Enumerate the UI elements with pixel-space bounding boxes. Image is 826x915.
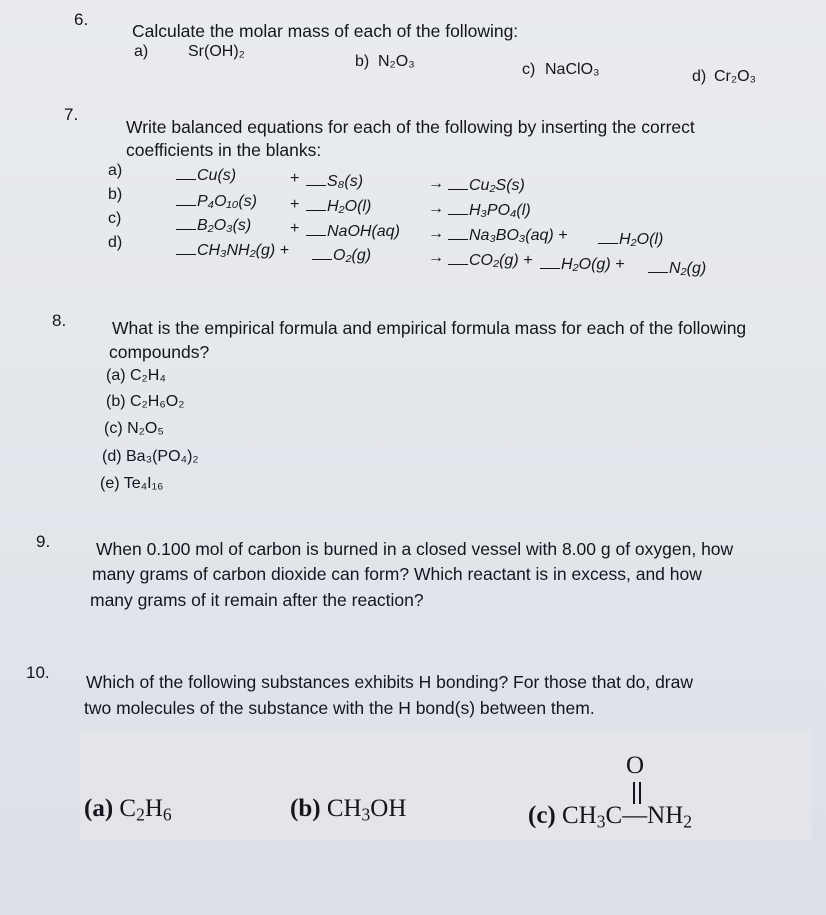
q7-a-arrow: → (428, 175, 444, 192)
q10-b-formula: $CH_3OH$ (326, 795, 407, 825)
q7-d-arrow: → (428, 249, 444, 266)
q7-b-reactant2: H₂O(l) (306, 197, 371, 216)
q6-b-label: b) (355, 53, 370, 70)
q7-a-product1: Cu₂S(s) (448, 176, 525, 195)
blank[interactable] (648, 259, 668, 273)
question-9-line2: many grams of carbon dioxide can form? Which reactant is in excess, and how (92, 564, 702, 584)
q7-c-product1: Na₃BO₃(aq) + (448, 226, 568, 245)
question-10-line1: Which of the following substances exhibits H bonding? For those that do, draw (86, 672, 694, 692)
question-8-text-line1: What is the empirical formula and empirical formula mass for each of the following (112, 318, 747, 338)
blank[interactable] (306, 197, 326, 211)
blank[interactable] (448, 226, 468, 240)
q7-b-product1: H₃PO₄(l) (448, 201, 531, 220)
q7-a-label: a) (108, 162, 123, 179)
q6-d-formula: Cr₂O₃ (714, 68, 757, 85)
q7-d-product2: H₂O(g) + (540, 255, 624, 274)
question-7-number: 7. (64, 105, 79, 124)
question-10-line2: two molecules of the substance with the H bond(s) between them. (84, 698, 595, 718)
blank[interactable] (306, 222, 326, 236)
q7-d-reactant2: O₂(g) (312, 246, 371, 265)
q10-option-c (528, 802, 692, 832)
q7-d-label: d) (108, 234, 123, 251)
question-7-text-line1: Write balanced equations for each of the following by inserting the correct (126, 117, 695, 137)
q7-c-label: c) (108, 210, 122, 227)
q6-d-label: d) (692, 68, 707, 85)
q7-a-reactant1: Cu(s) (176, 166, 236, 185)
q8-item-d: (d) Ba₃(PO₄)₂ (102, 448, 199, 465)
question-9-line1: When 0.100 mol of carbon is burned in a closed vessel with 8.00 g of oxygen, how (96, 539, 734, 559)
q10-c-double-bond (630, 780, 644, 806)
q6-a-label: a) (134, 43, 149, 60)
q6-c-formula: NaClO₃ (545, 61, 600, 78)
q8-item-e: (e) Te₄I₁₆ (100, 475, 164, 492)
q7-c-product2: H₂O(l) (598, 230, 663, 249)
q10-c-carbonyl-oxygen: O (626, 752, 645, 779)
q7-a-plus: + (290, 170, 300, 187)
question-10-number: 10. (26, 663, 50, 682)
question-9-line3: many grams of it remain after the reaction? (90, 590, 424, 610)
q7-c-plus: + (290, 220, 300, 237)
blank[interactable] (448, 201, 468, 215)
q6-c-label: c) (522, 61, 536, 78)
structures-panel (80, 730, 812, 840)
q10-c-formula: $CH_3C—NH_2$ (562, 802, 693, 832)
question-6-number: 6. (74, 10, 89, 29)
blank[interactable] (176, 216, 196, 230)
blank[interactable] (312, 246, 332, 260)
q7-d-product3: N₂(g) (648, 259, 706, 278)
blank[interactable] (176, 166, 196, 180)
blank[interactable] (448, 251, 468, 265)
q6-a-formula: Sr(OH)₂ (188, 43, 245, 60)
q7-b-reactant1: P₄O₁₀(s) (176, 192, 257, 211)
question-6-text: Calculate the molar mass of each of the following: (132, 21, 519, 41)
blank[interactable] (306, 172, 326, 186)
q7-c-arrow: → (428, 225, 444, 242)
q7-c-reactant2: NaOH(aq) (306, 222, 400, 241)
q8-item-a: (a) C₂H₄ (106, 367, 166, 384)
question-7-text-line2: coefficients in the blanks: (126, 140, 322, 160)
q10-option-a (84, 795, 172, 825)
q10-b-label: (b) (290, 795, 321, 822)
q10-option-b (290, 795, 406, 825)
q7-c-reactant1: B₂O₃(s) (176, 216, 251, 235)
q8-item-c: (c) N₂O₅ (104, 420, 164, 437)
blank[interactable] (176, 241, 196, 255)
q10-a-formula: $C_2H_6$ (119, 795, 172, 825)
q7-b-plus: + (290, 196, 300, 213)
blank[interactable] (598, 230, 618, 244)
question-8-text-line2: compounds? (109, 342, 210, 362)
q7-b-arrow: → (428, 200, 444, 217)
q10-c-label: (c) (528, 802, 556, 829)
q10-a-label: (a) (84, 795, 114, 822)
q7-d-reactant1: CH₃NH₂(g) + (176, 241, 289, 260)
question-9-number: 9. (36, 532, 51, 551)
q6-b-formula: N₂O₃ (378, 53, 415, 70)
question-8-number: 8. (52, 311, 67, 330)
q7-b-label: b) (108, 186, 123, 203)
blank[interactable] (448, 176, 468, 190)
q8-item-b: (b) C₂H₆O₂ (106, 393, 185, 410)
blank[interactable] (176, 192, 196, 206)
blank[interactable] (540, 255, 560, 269)
q7-d-product1: CO₂(g) + (448, 251, 532, 270)
q7-a-reactant2: S₈(s) (306, 172, 363, 191)
